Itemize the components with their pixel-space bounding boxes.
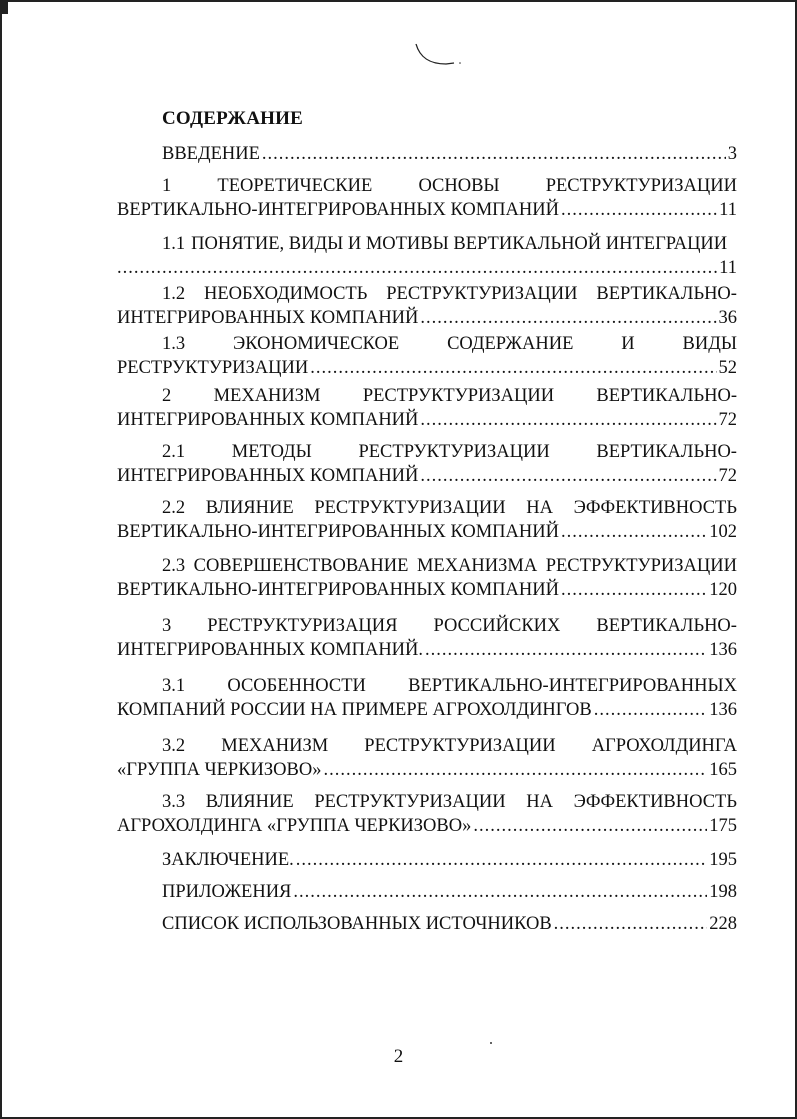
toc-entry-word: И <box>621 334 635 354</box>
toc-entry-title-line2: РЕСТРУКТУРИЗАЦИИ <box>117 358 309 378</box>
toc-entry-word: РЕСТРУКТУРИЗАЦИИ <box>314 498 506 518</box>
toc-entry-page: 72 <box>718 410 737 430</box>
toc-entry-word: ЭФФЕКТИВНОСТЬ <box>573 792 737 812</box>
scan-border-left <box>0 0 2 1119</box>
toc-entry-page: 195 <box>709 850 737 870</box>
toc-entry-word: МЕХАНИЗМ <box>213 386 321 406</box>
toc-entry-word: РЕСТРУКТУРИЗАЦИИ <box>358 442 550 462</box>
toc-entry-number: 3.3 <box>162 792 186 812</box>
toc-entry-word: ВЛИЯНИЕ <box>205 498 294 518</box>
toc-entry-word: НЕОБХОДИМОСТЬ <box>204 284 368 304</box>
toc-entry-title-line2: ИНТЕГРИРОВАННЫХ КОМПАНИЙ <box>117 466 419 486</box>
toc-entry-introduction[interactable] <box>117 142 737 166</box>
toc-entry-title-line2: ВЕРТИКАЛЬНО-ИНТЕГРИРОВАННЫХ КОМПАНИЙ <box>117 522 559 542</box>
toc-entry-word: РЕСТРУКТУРИЗАЦИЯ <box>207 616 398 636</box>
toc-entry-word: РОССИЙСКИХ <box>433 616 561 636</box>
toc-entry-number: 1.3 <box>162 334 186 354</box>
toc-entry-number: 2 <box>162 386 172 406</box>
toc-leader-dots <box>594 698 708 722</box>
toc-entry-word: РЕСТРУКТУРИЗАЦИИ <box>386 284 578 304</box>
toc-entry-title-line2: АГРОХОЛДИНГА «ГРУППА ЧЕРКИЗОВО» <box>117 816 472 836</box>
toc-entry-word: МЕХАНИЗМА <box>416 556 538 576</box>
toc-entry-word: ЭФФЕКТИВНОСТЬ <box>573 498 737 518</box>
pen-scribble-mark <box>410 40 470 70</box>
toc-entry-word: МЕХАНИЗМ <box>221 736 329 756</box>
toc-entry-section-1-2[interactable] <box>117 282 737 330</box>
toc-entry-word: РЕСТРУКТУРИЗАЦИИ <box>314 792 506 812</box>
toc-leader-dots <box>117 256 717 280</box>
toc-entry-number: 3.1 <box>162 676 186 696</box>
toc-entry-word: ВЕРТИКАЛЬНО- <box>596 616 737 636</box>
toc-entry-word: МЕТОДЫ <box>231 442 312 462</box>
toc-entry-word: ВИДЫ <box>682 334 737 354</box>
toc-entry-word: НА <box>526 498 553 518</box>
toc-entry-word: ВЕРТИКАЛЬНО- <box>596 442 737 462</box>
toc-entry-title: СПИСОК ИСПОЛЬЗОВАННЫХ ИСТОЧНИКОВ <box>162 914 552 934</box>
toc-entry-page: 165 <box>709 760 737 780</box>
toc-leader-dots <box>420 464 716 488</box>
toc-leader-dots <box>561 578 707 602</box>
toc-entry-number: 1.1 <box>162 234 186 254</box>
toc-entry-page: 36 <box>718 308 737 328</box>
toc-entry-title-line2: ИНТЕГРИРОВАННЫХ КОМПАНИЙ <box>117 308 419 328</box>
toc-entry-section-1-3[interactable] <box>117 332 737 380</box>
toc-entry-page: 11 <box>719 200 737 220</box>
toc-entry-number: 3 <box>162 616 172 636</box>
toc-entry-page: 136 <box>709 700 737 720</box>
toc-leader-dots <box>296 848 707 872</box>
toc-entry-word: ВЕРТИКАЛЬНО-ИНТЕГРИРОВАННЫХ <box>408 676 737 696</box>
toc-entry-page: 72 <box>718 466 737 486</box>
toc-leader-dots <box>561 198 717 222</box>
page-number: 2 <box>393 1046 404 1067</box>
toc-entry-word: ВЕРТИКАЛЬНО- <box>596 386 737 406</box>
toc-entry-section-2-3[interactable] <box>117 554 737 602</box>
toc-entry-page: 102 <box>709 522 737 542</box>
scan-speck <box>490 1042 492 1044</box>
toc-leader-dots <box>554 912 708 936</box>
toc-entry-title-line2: ВЕРТИКАЛЬНО-ИНТЕГРИРОВАННЫХ КОМПАНИЙ <box>117 580 559 600</box>
toc-entry-section-2-1[interactable] <box>117 440 737 488</box>
toc-leader-dots <box>420 306 716 330</box>
toc-entry-page: 52 <box>718 358 737 378</box>
toc-leader-dots <box>420 408 716 432</box>
toc-entry-word: РЕСТРУКТУРИЗАЦИИ <box>545 556 737 576</box>
toc-entry-page: 175 <box>709 816 737 836</box>
toc-entry-word: НА <box>526 792 553 812</box>
toc-entry-section-3-2[interactable] <box>117 734 737 782</box>
toc-entry-title: ПРИЛОЖЕНИЯ <box>162 882 292 902</box>
toc-entry-word: СОВЕРШЕНСТВОВАНИЕ <box>193 556 409 576</box>
toc-entry-title-line2: ВЕРТИКАЛЬНО-ИНТЕГРИРОВАННЫХ КОМПАНИЙ <box>117 200 559 220</box>
toc-entry-number: 1.2 <box>162 284 186 304</box>
toc-entry-page: 3 <box>727 144 737 164</box>
scan-corner-mark <box>0 0 8 14</box>
toc-entry-page: 198 <box>709 882 737 902</box>
toc-entry-word: ОСНОВЫ <box>418 176 500 196</box>
toc-entry-title: ПОНЯТИЕ, ВИДЫ И МОТИВЫ ВЕРТИКАЛЬНОЙ ИНТЕГРАЦИИ <box>191 234 728 254</box>
toc-entry-section-1-1[interactable] <box>117 232 737 280</box>
toc-entry-word: РЕСТРУКТУРИЗАЦИИ <box>545 176 737 196</box>
toc-entry-page: 228 <box>709 914 737 934</box>
toc-entry-number: 2.2 <box>162 498 186 518</box>
toc-leader-dots <box>425 638 707 662</box>
toc-entry-page: 120 <box>709 580 737 600</box>
toc-entry-word: СОДЕРЖАНИЕ <box>447 334 574 354</box>
toc-entry-chapter-2[interactable] <box>117 384 737 432</box>
toc-entry-chapter-1[interactable] <box>117 174 737 222</box>
toc-entry-conclusion[interactable] <box>117 848 737 872</box>
toc-leader-dots <box>310 356 716 380</box>
toc-entry-number: 1 <box>162 176 172 196</box>
toc-leader-dots <box>323 758 707 782</box>
toc-entry-word: РЕСТРУКТУРИЗАЦИИ <box>364 736 556 756</box>
toc-entry-title: ВВЕДЕНИЕ <box>162 144 260 164</box>
toc-entry-page: 11 <box>719 258 737 278</box>
toc-entry-word: ТЕОРЕТИЧЕСКИЕ <box>217 176 373 196</box>
toc-leader-dots <box>561 520 707 544</box>
toc-entry-number: 2.1 <box>162 442 186 462</box>
toc-entry-word: ВЕРТИКАЛЬНО- <box>596 284 737 304</box>
toc-entry-title-line2: «ГРУППА ЧЕРКИЗОВО» <box>117 760 322 780</box>
toc-entry-number: 3.2 <box>162 736 186 756</box>
toc-entry-title-line2: ИНТЕГРИРОВАННЫХ КОМПАНИЙ. <box>117 640 424 660</box>
toc-entry-title: ЗАКЛЮЧЕНИЕ. <box>162 850 294 870</box>
toc-entry-section-3-1[interactable] <box>117 674 737 722</box>
toc-leader-dots <box>262 142 726 166</box>
toc-entry-references[interactable] <box>117 912 737 936</box>
toc-entry-word: РЕСТРУКТУРИЗАЦИИ <box>362 386 555 406</box>
toc-entry-word: ЭКОНОМИЧЕСКОЕ <box>233 334 400 354</box>
toc-entry-title-line2: ИНТЕГРИРОВАННЫХ КОМПАНИЙ <box>117 410 419 430</box>
toc-title: СОДЕРЖАНИЕ <box>162 108 303 129</box>
toc-leader-dots <box>293 880 707 904</box>
scan-border-top <box>0 0 797 2</box>
toc-entry-word: АГРОХОЛДИНГА <box>591 736 737 756</box>
toc-entry-number: 2.3 <box>162 556 186 576</box>
toc-entry-page: 136 <box>709 640 737 660</box>
toc-entry-appendices[interactable] <box>117 880 737 904</box>
toc-entry-word: ВЛИЯНИЕ <box>205 792 294 812</box>
toc-leader-dots <box>473 814 707 838</box>
toc-entry-section-2-2[interactable] <box>117 496 737 544</box>
toc-entry-title-line2: КОМПАНИЙ РОССИИ НА ПРИМЕРЕ АГРОХОЛДИНГОВ <box>117 700 592 720</box>
toc-entry-word: ОСОБЕННОСТИ <box>227 676 366 696</box>
toc-entry-chapter-3[interactable] <box>117 614 737 662</box>
toc-entry-section-3-3[interactable] <box>117 790 737 838</box>
